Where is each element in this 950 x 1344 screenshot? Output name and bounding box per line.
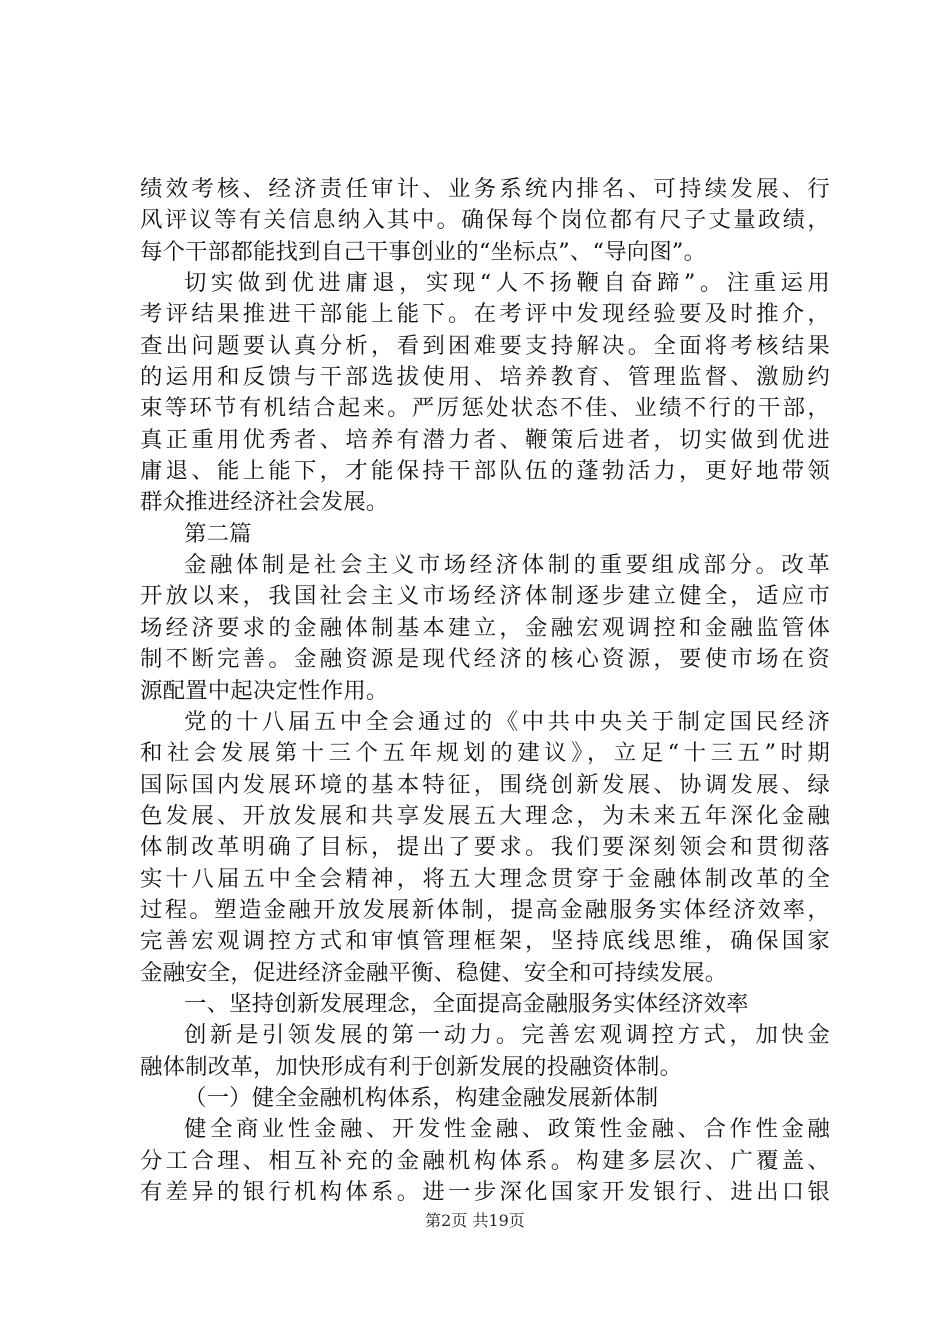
text-line: 色发展、开放发展和共享发展五大理念，为未来五年深化金融 [140, 802, 830, 829]
text-line: 完善宏观调控方式和审慎管理框架，坚持底线思维，确保国家 [140, 928, 830, 955]
document-body [140, 174, 830, 1208]
text-line: 创新是引领发展的第一动力。完善宏观调控方式，加快金 [184, 1022, 830, 1049]
text-line: 束等环节有机结合起来。严厉惩处状态不佳、业绩不行的干部， [140, 395, 830, 422]
text-line: 健全商业性金融、开发性金融、政策性金融、合作性金融 [184, 1116, 830, 1143]
text-line: 融体制改革，加快形成有利于创新发展的投融资体制。 [140, 1053, 683, 1080]
text-line: 开放以来，我国社会主义市场经济体制逐步建立健全，适应市 [140, 583, 830, 610]
text-line: 金融安全，促进经济金融平衡、稳健、安全和可持续发展。 [140, 959, 728, 986]
text-line: 查出问题要认真分析，看到困难要支持解决。全面将考核结果 [140, 332, 830, 359]
text-line: 金融体制是社会主义市场经济体制的重要组成部分。改革 [184, 552, 830, 579]
text-line: 切实做到优进庸退，实现“人不扬鞭自奋蹄”。注重运用 [184, 270, 830, 297]
text-line: 党的十八届五中全会通过的《中共中央关于制定国民经济 [184, 708, 830, 735]
text-line: 源配置中起决定性作用。 [140, 677, 389, 704]
text-line: 的运用和反馈与干部选拔使用、培养教育、管理监督、激励约 [140, 364, 830, 391]
text-line: 庸退、能上能下，才能保持干部队伍的蓬勃活力，更好地带领 [140, 458, 830, 485]
text-line: 实十八届五中全会精神，将五大理念贯穿于金融体制改革的全 [140, 865, 830, 892]
text-line: 每个干部都能找到自己干事创业的“坐标点”、“导向图”。 [140, 238, 707, 265]
text-line: 考评结果推进干部能上能下。在考评中发现经验要及时推介， [140, 301, 830, 328]
subsection-heading: （一）健全金融机构体系，构建金融发展新体制 [184, 1084, 659, 1111]
text-line: 有差异的银行机构体系。进一步深化国家开发银行、进出口银 [140, 1179, 830, 1205]
text-line: 绩效考核、经济责任审计、业务系统内排名、可持续发展、行 [140, 176, 830, 202]
text-line: 群众推进经济社会发展。 [140, 489, 389, 516]
text-line: 国际国内发展环境的基本特征，围绕创新发展、协调发展、绿 [140, 771, 830, 798]
text-line: 真正重用优秀者、培养有潜力者、鞭策后进者，切实做到优进 [140, 426, 830, 453]
text-line: 场经济要求的金融体制基本建立，金融宏观调控和金融监管体 [140, 614, 830, 641]
page-number: 第2页 共19页 [425, 1211, 525, 1230]
text-line: 分工合理、相互补充的金融机构体系。构建多层次、广覆盖、 [140, 1147, 830, 1174]
text-line: 体制改革明确了目标，提出了要求。我们要深刻领会和贯彻落 [140, 834, 830, 861]
text-line: 过程。塑造金融开放发展新体制，提高金融服务实体经济效率， [140, 896, 830, 923]
text-line: 风评议等有关信息纳入其中。确保每个岗位都有尺子丈量政绩， [140, 207, 830, 234]
text-line: 和社会发展第十三个五年规划的建议》，立足“十三五”时期 [140, 740, 830, 767]
text-line: 制不断完善。金融资源是现代经济的核心资源，要使市场在资 [140, 646, 830, 673]
subsection-heading: 一、坚持创新发展理念，全面提高金融服务实体经济效率 [184, 990, 749, 1017]
section-heading: 第二篇 [184, 520, 252, 547]
